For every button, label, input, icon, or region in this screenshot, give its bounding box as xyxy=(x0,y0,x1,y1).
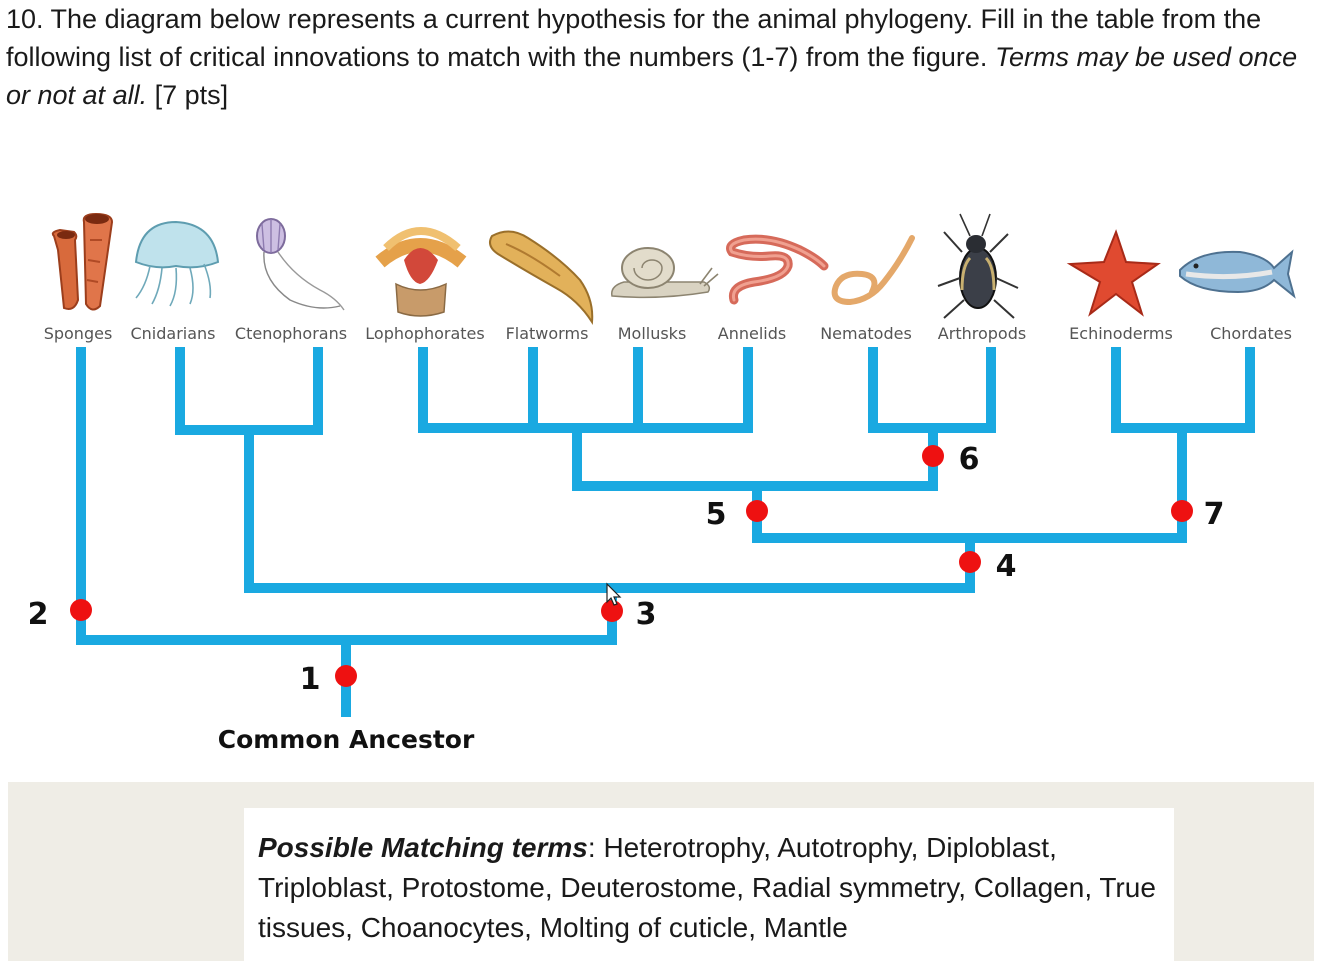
tree-branches xyxy=(81,352,1250,712)
node-number-4: 4 xyxy=(995,549,1017,584)
question-main: 10. The diagram below represents a current hypothesis for the animal phylogeny. Fill in the table from the following list of critical innovations to match with the numbers (1-7) from the figure. xyxy=(6,4,1262,72)
question-points: [7 pts] xyxy=(154,80,229,110)
terms-title: Possible Matching terms xyxy=(258,832,588,863)
taxon-label-lophophorates: Lophophorates xyxy=(365,324,485,343)
matching-terms-box xyxy=(244,808,1174,961)
snail-icon xyxy=(612,248,718,297)
question-note: Terms may be used once or not at all. xyxy=(6,42,1298,110)
node-marker-2 xyxy=(70,599,92,621)
taxon-label-arthropods: Arthropods xyxy=(937,324,1027,343)
node-number-6: 6 xyxy=(958,442,980,477)
taxon-label-echinoderms: Echinoderms xyxy=(1069,324,1173,343)
organism-illustrations xyxy=(53,214,1294,322)
taxon-label-ctenophorans: Ctenophorans xyxy=(234,324,348,343)
terms-separator: : xyxy=(587,832,596,863)
nematode-icon xyxy=(835,238,912,302)
taxon-label-nematodes: Nematodes xyxy=(820,324,912,343)
taxon-label-annelids: Annelids xyxy=(717,324,787,343)
sponge-icon xyxy=(53,214,112,310)
arthropod-icon xyxy=(938,214,1018,318)
node-marker-3 xyxy=(601,600,623,622)
comb-jelly-icon xyxy=(257,219,344,310)
lophophorate-icon xyxy=(380,231,462,316)
node-marker-6 xyxy=(922,445,944,467)
taxon-label-mollusks: Mollusks xyxy=(617,324,687,343)
node-number-7: 7 xyxy=(1203,497,1225,532)
jellyfish-icon xyxy=(136,222,218,306)
node-number-2: 2 xyxy=(27,597,49,632)
node-number-5: 5 xyxy=(705,497,727,532)
common-ancestor-label: Common Ancestor xyxy=(217,725,475,754)
taxon-label-cnidarians: Cnidarians xyxy=(130,324,216,343)
taxon-labels xyxy=(44,324,1292,343)
node-numbers xyxy=(28,442,1225,697)
fish-icon xyxy=(1180,252,1294,296)
node-marker-5 xyxy=(746,500,768,522)
taxon-label-chordates: Chordates xyxy=(1210,324,1292,343)
node-number-3: 3 xyxy=(635,597,657,632)
node-marker-1 xyxy=(335,665,357,687)
node-number-1: 1 xyxy=(299,662,321,697)
terms-list: Heterotrophy, Autotrophy, Diploblast, Triploblast, Protostome, Deuterostome, Radial symmetry, Collagen, True tissues, Choanocytes, Molting of cuticle, Mantle xyxy=(258,832,1156,943)
flatworm-icon xyxy=(490,231,592,322)
taxon-label-sponges: Sponges xyxy=(43,324,113,343)
annelid-icon xyxy=(731,239,825,300)
node-marker-7 xyxy=(1171,500,1193,522)
starfish-icon xyxy=(1070,232,1158,314)
taxon-label-flatworms: Flatworms xyxy=(505,324,589,343)
node-marker-4 xyxy=(959,551,981,573)
